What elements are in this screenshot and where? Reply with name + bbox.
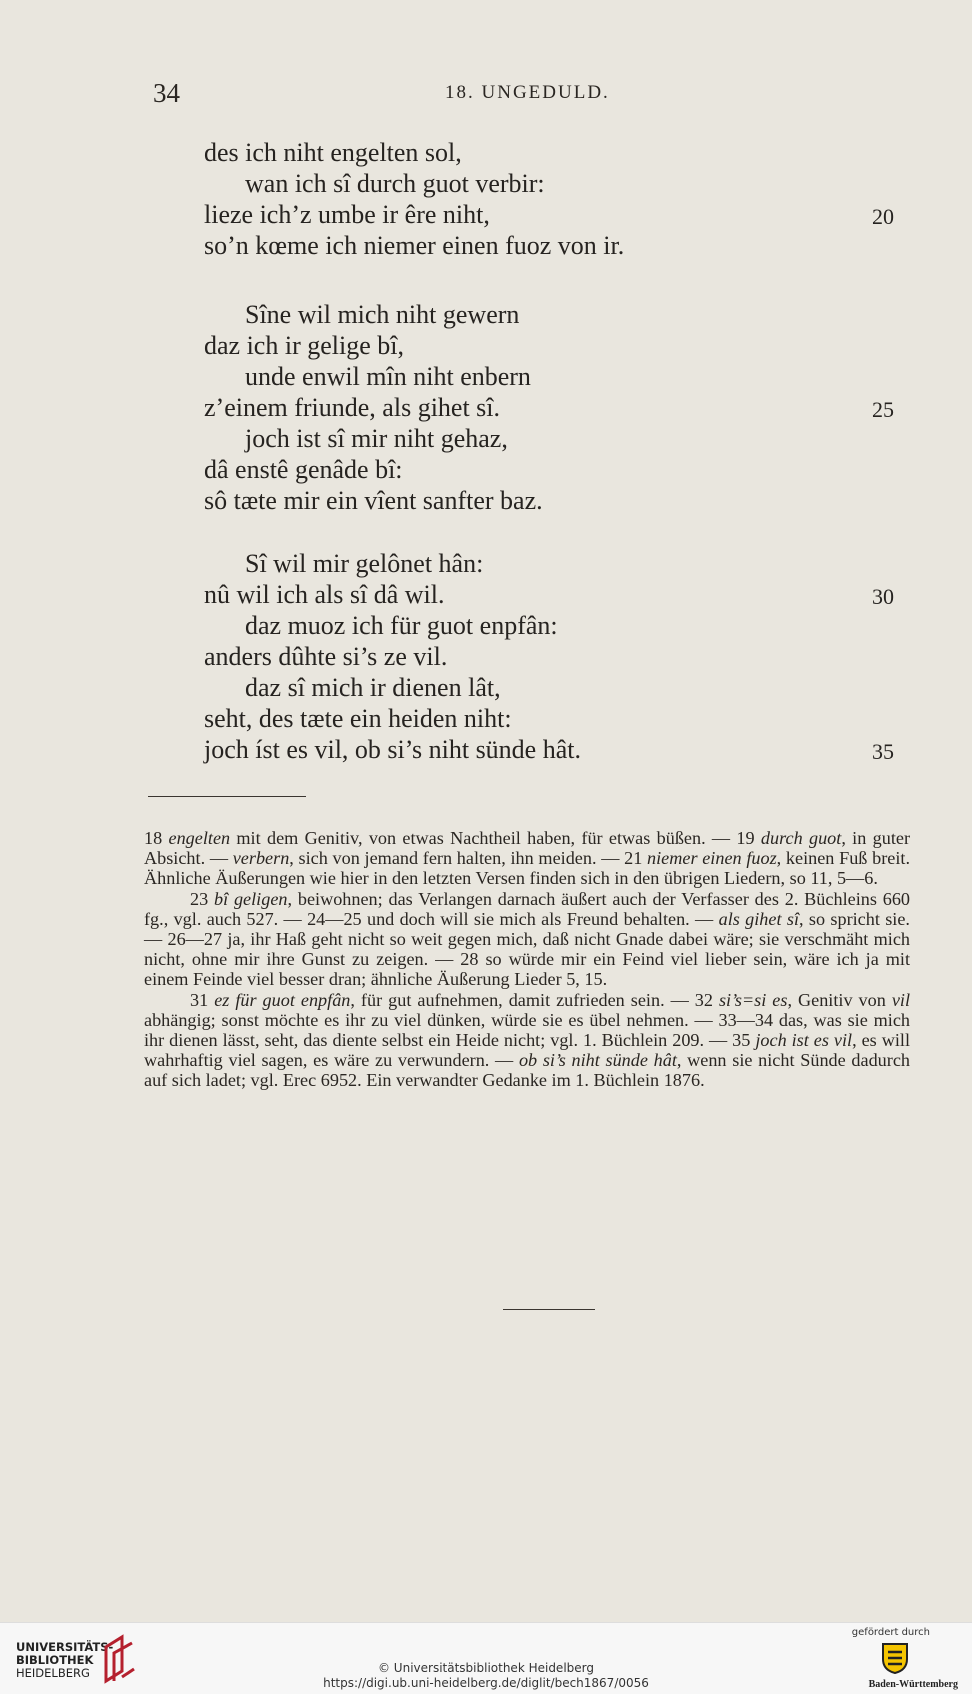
end-rule [503,1309,595,1310]
copyright-notice: © Universitätsbibliothek Heidelberg [377,1661,594,1675]
verse-line: Sî wil mir gelônet hân: [245,549,484,578]
line-number: 20 [872,204,894,229]
coat-of-arms-icon [880,1641,910,1675]
footer-bar [0,1622,972,1694]
verse-line: daz ich ir gelige bî, [204,331,404,360]
running-title: 18. UNGEDULD. [445,82,610,103]
page-number: 34 [153,78,180,108]
verse-line: daz sî mich ir dienen lât, [245,673,501,702]
footnote-separator [148,796,306,797]
verse-line: z’einem friunde, als gihet sî. [204,393,501,422]
verse-line: sô tæte mir ein vîent sanfter baz. [204,486,543,515]
page-header [145,78,892,108]
verse-line: unde enwil mîn niht enbern [245,362,531,391]
verse-line: joch ist sî mir niht gehaz, [245,424,508,453]
verse-line: seht, des tæte ein heiden niht: [204,704,512,733]
footnotes [144,828,910,1091]
verse-line: nû wil ich als sî dâ wil. [204,580,445,609]
footnote-paragraph: 23 bî geligen, beiwohnen; das Verlangen darnach äußert auch der Verfasser des 2. Büchleins 660 fg., vgl. auch 527. — 24—25 und doch will sie mich als Freund behalten. — als gihet sî, so spricht sie. — 26—27 ja, ihr Haß geht nicht so weit gegen mich, daß nicht Gnade dabei wäre; sie verschmäht mich nicht, ohne mir ihre Gunst zu zeigen. — 28 so würde mir ein Feind viel lieber sein, wäre ich ja mit einem Feinde viel besser dran; ähnliche Äußerung Lieder 5, 15. [144,888,911,990]
footnote-paragraph: 18 engelten mit dem Genitiv, von etwas Nachtheil haben, für etwas büßen. — 19 durch guot, in guter Absicht. — verbern, sich von jemand fern halten, ihn meiden. — 21 niemer einen fuoz, keinen Fuß breit. Ähnliche Äußerungen wie hier in den letzten Versen finden sich in den übrigen Liedern, so 11, 5—6. [144,828,911,889]
verse-line: anders dûhte si’s ze vil. [204,642,448,671]
line-number: 30 [872,584,894,609]
verse-line: des ich niht engelten sol, [204,138,462,167]
verse-line: wan ich sî durch guot verbir: [245,169,545,198]
permalink[interactable]: https://digi.ub.uni-heidelberg.de/diglit/bech1867/0056 [323,1676,649,1690]
library-name[interactable]: UNIVERSITÄTS- BIBLIOTHEK HEIDELBERG [16,1640,114,1680]
verse-line: dâ enstê genâde bî: [204,455,403,484]
line-number: 35 [872,739,894,764]
sponsor-label: gefördert durch [851,1627,930,1638]
footnote-paragraph: 31 ez für guot enpfân, für gut aufnehmen, damit zufrieden sein. — 32 si’s=si es, Genitiv von vil abhängig; sonst möchte es ihr zu viel dünken, würde sie es übel nehmen. — 33—34 das, was sie mich ihr dienen lässt, seht, das diente selbst ein Heide nicht; vgl. 1. Büchlein 209. — 35 joch ist es vil, es will wahrhaftig viel sagen, es wäre zu verwundern. — ob si’s niht sünde hât, wenn sie nicht Sünde dadurch auf sich ladet; vgl. Erec 6952. Ein verwandter Gedanke im 1. Büchlein 1876. [144,989,911,1091]
verse-line: joch íst es vil, ob si’s niht sünde hât. [204,735,581,764]
sponsor-name: Baden-Württemberg [868,1679,958,1690]
verse-line: daz muoz ich für guot enpfân: [245,611,558,640]
verse-line: so’n kœme ich niemer einen fuoz von ir. [204,231,625,260]
verse-line: lieze ich’z umbe ir êre niht, [204,200,490,229]
verse-line: Sîne wil mich niht gewern [245,300,520,329]
line-number: 25 [872,397,894,422]
